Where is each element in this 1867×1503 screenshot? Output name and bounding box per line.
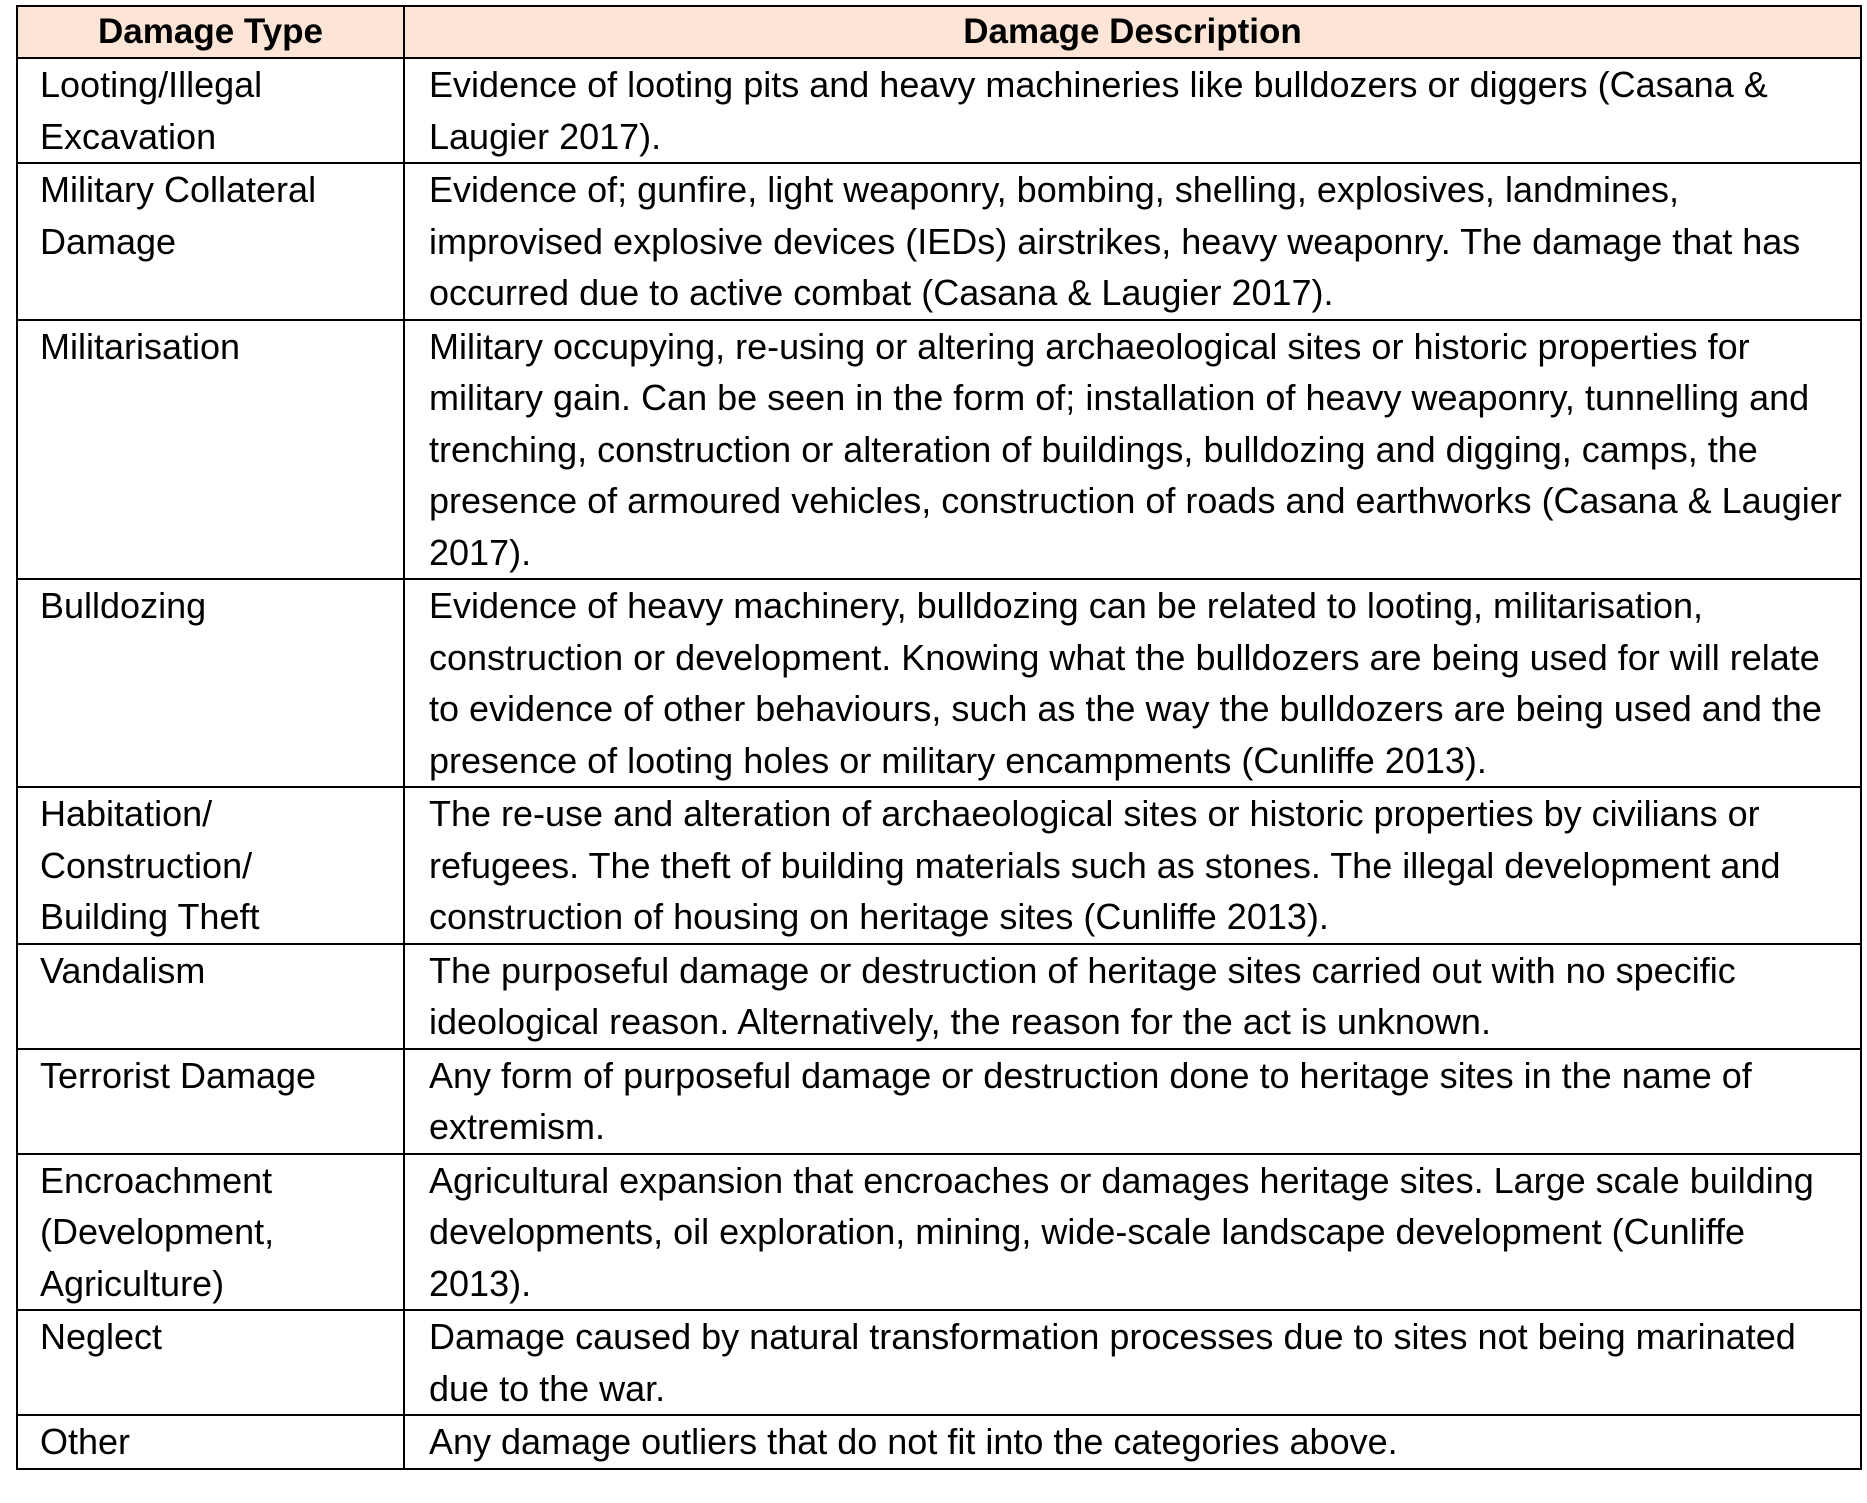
header-damage-type: Damage Type (17, 6, 404, 58)
damage-type-label: Encroachment (40, 1159, 273, 1201)
damage-type-label: Damage (40, 220, 177, 262)
damage-type-cell (17, 787, 404, 944)
header-row (17, 6, 1861, 58)
header-damage-description: Damage Description (404, 6, 1861, 58)
damage-table (16, 5, 1862, 1470)
table-row (17, 1049, 1861, 1154)
damage-type-cell (17, 944, 404, 1049)
damage-description-cell: Evidence of; gunfire, light weaponry, bombing, shelling, explosives, landmines, improvised explosive devices (IEDs) airstrikes, heavy weaponry. The damage that has occurred due to active combat (Casana & Laugier 2017). (404, 163, 1861, 320)
table-row (17, 163, 1861, 320)
damage-type-label: Building Theft (40, 896, 260, 937)
table-row (17, 1154, 1861, 1311)
damage-type-label: Agriculture) (40, 1262, 225, 1304)
table-row (17, 1415, 1861, 1469)
table-row (17, 579, 1861, 787)
damage-table-container (16, 5, 1860, 1470)
damage-type-label: Excavation (40, 115, 217, 157)
damage-type-label: Vandalism (40, 949, 206, 991)
table-row (17, 320, 1861, 580)
damage-type-label: Other (40, 1421, 131, 1462)
damage-type-cell (17, 320, 404, 580)
damage-description-cell: Agricultural expansion that encroaches or damages heritage sites. Large scale building developments, oil exploration, mining, wide-scale landscape development (Cunliffe 2013). (404, 1154, 1861, 1311)
damage-description-cell: The purposeful damage or destruction of heritage sites carried out with no specific ideological reason. Alternatively, the reason for the act is unknown. (404, 944, 1861, 1049)
table-row (17, 944, 1861, 1049)
damage-type-label: Militarisation (40, 325, 241, 367)
table-row (17, 58, 1861, 163)
damage-type-cell (17, 1310, 404, 1415)
damage-description-cell: The re-use and alteration of archaeological sites or historic properties by civilians or refugees. The theft of building materials such as stones. The illegal development and construction of housing on heritage sites (Cunliffe 2013). (404, 787, 1861, 944)
damage-description-cell: Evidence of heavy machinery, bulldozing can be related to looting, militarisation, construction or development. Knowing what the bulldozers are being used for will relate to evidence of other behaviours, such as the way the bulldozers are being used and the presence of looting holes or military encampments (Cunliffe 2013). (404, 579, 1861, 787)
damage-type-cell (17, 579, 404, 787)
damage-type-cell (17, 1154, 404, 1311)
table-header (17, 6, 1861, 58)
damage-type-label: Construction/ (40, 844, 253, 886)
damage-type-cell (17, 1415, 404, 1469)
damage-description-cell: Any damage outliers that do not fit into the categories above. (404, 1415, 1861, 1469)
damage-type-label: Looting/Illegal (40, 64, 263, 105)
damage-description-cell: Damage caused by natural transformation processes due to sites not being marinated due to the war. (404, 1310, 1861, 1415)
table-row (17, 1310, 1861, 1415)
damage-type-label: Neglect (40, 1316, 163, 1357)
damage-type-label: Terrorist Damage (40, 1054, 317, 1096)
table-row (17, 787, 1861, 944)
damage-type-label: Military Collateral (40, 169, 317, 210)
damage-type-label: Habitation/ (40, 793, 213, 834)
damage-type-cell (17, 1049, 404, 1154)
damage-type-cell (17, 58, 404, 163)
damage-description-cell: Evidence of looting pits and heavy machineries like bulldozers or diggers (Casana & Laugier 2017). (404, 58, 1861, 163)
table-body (17, 58, 1861, 1469)
damage-description-cell: Military occupying, re-using or altering archaeological sites or historic properties for military gain. Can be seen in the form of; installation of heavy weaponry, tunnelling and trenching, construction or alteration of buildings, bulldozing and digging, camps, the presence of armoured vehicles, construction of roads and earthworks (Casana & Laugier 2017). (404, 320, 1861, 580)
damage-type-cell (17, 163, 404, 320)
damage-type-label: Bulldozing (40, 585, 207, 626)
damage-description-cell: Any form of purposeful damage or destruction done to heritage sites in the name of extremism. (404, 1049, 1861, 1154)
damage-type-label: (Development, (40, 1211, 275, 1252)
